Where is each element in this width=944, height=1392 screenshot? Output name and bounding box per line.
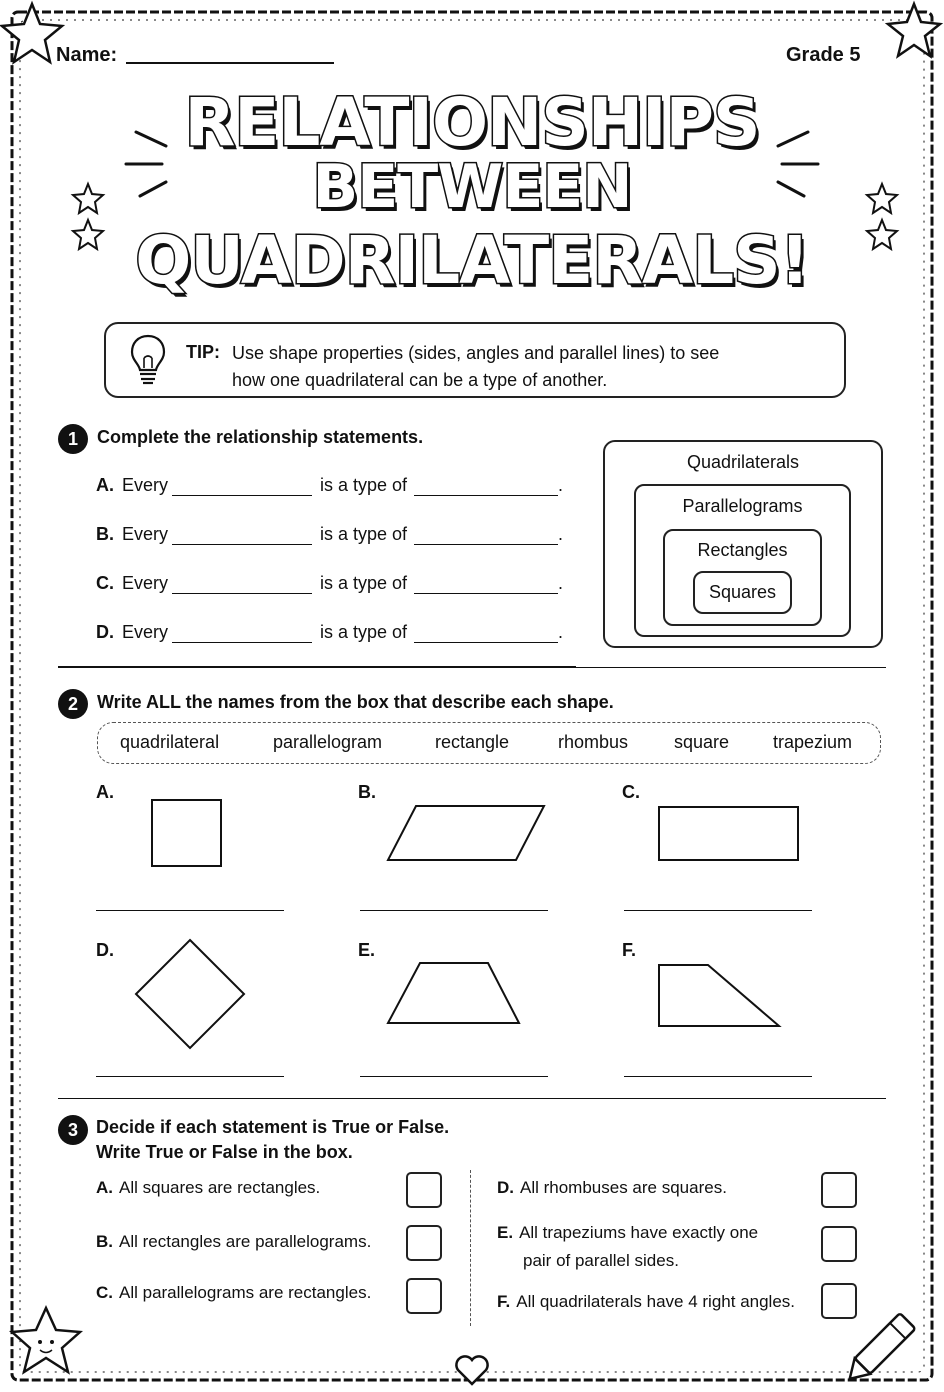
page-title-line1: RELATIONSHIPS xyxy=(184,84,760,161)
shape-label-c: C. xyxy=(622,782,640,802)
rectangle-shape xyxy=(659,807,798,860)
tf-statement-a xyxy=(96,1174,320,1202)
tf-statement-c xyxy=(96,1279,371,1307)
answer-line-c[interactable] xyxy=(624,910,812,911)
tip-label: TIP: xyxy=(186,342,220,362)
answer-box-f[interactable] xyxy=(821,1283,857,1319)
tf-statement-f xyxy=(497,1288,795,1316)
shape-label-e: E. xyxy=(358,940,376,960)
answer-line-d[interactable] xyxy=(96,1076,284,1077)
statement-letter: B. xyxy=(96,524,114,544)
answer-line-b[interactable] xyxy=(360,910,548,911)
statement-period: . xyxy=(558,573,564,593)
tf-text: All rhombuses are squares. xyxy=(520,1178,727,1197)
answer-box-d[interactable] xyxy=(821,1172,857,1208)
answer-box-c[interactable] xyxy=(406,1278,442,1314)
shape-label-a: A. xyxy=(96,782,114,802)
statement-every: Every xyxy=(122,622,169,642)
rhombus-shape xyxy=(136,940,244,1048)
tf-statement-e xyxy=(497,1219,758,1247)
tf-text: All rectangles are parallelograms. xyxy=(119,1232,372,1251)
diagram-label-parallelograms: Parallelograms xyxy=(682,496,803,516)
question-1-title: Complete the relationship statements. xyxy=(97,427,424,447)
shape-label-b: B. xyxy=(358,782,376,802)
answer-line-a[interactable] xyxy=(96,910,284,911)
tf-statement-e-line2: pair of parallel sides. xyxy=(523,1251,679,1270)
statement-letter: A. xyxy=(96,475,114,495)
statement-typeof: is a type of xyxy=(320,475,408,495)
tf-text: All quadrilaterals have 4 right angles. xyxy=(516,1292,796,1311)
statement-period: . xyxy=(558,475,564,495)
answer-box-b[interactable] xyxy=(406,1225,442,1261)
tip-text-line2: how one quadrilateral can be a type of another. xyxy=(232,370,608,390)
tf-statement-d xyxy=(497,1174,727,1202)
word-bank-item: rhombus xyxy=(558,732,629,752)
statement-letter: C. xyxy=(96,573,114,593)
word-bank-item: trapezium xyxy=(773,732,853,752)
tf-letter: B. xyxy=(96,1232,113,1251)
tf-letter: C. xyxy=(96,1283,113,1302)
shape-label-d: D. xyxy=(96,940,114,960)
question-number-1: 1 xyxy=(58,424,88,454)
shape-label-f: F. xyxy=(622,940,637,960)
tip-text-line1: Use shape properties (sides, angles and parallel lines) to see xyxy=(232,343,720,363)
tf-text: All squares are rectangles. xyxy=(119,1178,321,1197)
square-shape xyxy=(152,800,221,866)
diagram-label-rectangles: Rectangles xyxy=(697,540,788,560)
tf-letter: E. xyxy=(497,1223,514,1242)
question-2-title: Write ALL the names from the box that describe each shape. xyxy=(97,692,614,712)
name-label: Name: xyxy=(56,44,118,66)
tf-letter: A. xyxy=(96,1178,113,1197)
statement-typeof: is a type of xyxy=(320,573,408,593)
page-title-line2: BETWEEN xyxy=(312,152,632,222)
statement-every: Every xyxy=(122,475,169,495)
statement-typeof: is a type of xyxy=(320,622,408,642)
tf-text: All parallelograms are rectangles. xyxy=(119,1283,372,1302)
statement-typeof: is a type of xyxy=(320,524,408,544)
answer-box-a[interactable] xyxy=(406,1172,442,1208)
tf-statement-b xyxy=(96,1228,371,1256)
parallelogram-shape xyxy=(388,806,544,860)
section-divider xyxy=(58,1098,886,1099)
grade-label: Grade 5 xyxy=(786,44,861,66)
diagram-label-squares: Squares xyxy=(708,582,777,602)
right-trapezium-shape xyxy=(659,965,779,1026)
question-number-2: 2 xyxy=(58,689,88,719)
statement-letter: D. xyxy=(96,622,114,642)
answer-line-f[interactable] xyxy=(624,1076,812,1077)
word-bank-item: quadrilateral xyxy=(120,732,220,752)
tf-text: All trapeziums have exactly one xyxy=(519,1223,759,1242)
question-number-3: 3 xyxy=(58,1115,88,1145)
tf-letter: D. xyxy=(497,1178,514,1197)
word-bank-item: square xyxy=(674,732,730,752)
trapezium-shape xyxy=(388,963,519,1023)
statement-every: Every xyxy=(122,573,169,593)
word-bank-item: parallelogram xyxy=(273,732,383,752)
statement-period: . xyxy=(558,622,564,642)
tf-letter: F. xyxy=(497,1292,511,1311)
statement-period: . xyxy=(558,524,564,544)
column-divider xyxy=(470,1170,471,1326)
answer-box-e[interactable] xyxy=(821,1226,857,1262)
page-title-line3: QUADRILATERALS! xyxy=(135,222,809,299)
question-3-title-line2: Write True or False in the box. xyxy=(96,1142,353,1162)
word-bank-item: rectangle xyxy=(435,732,510,752)
question-3-title-line1: Decide if each statement is True or False. xyxy=(96,1117,450,1137)
statement-every: Every xyxy=(122,524,169,544)
diagram-label-quadrilaterals: Quadrilaterals xyxy=(686,452,800,472)
answer-line-e[interactable] xyxy=(360,1076,548,1077)
